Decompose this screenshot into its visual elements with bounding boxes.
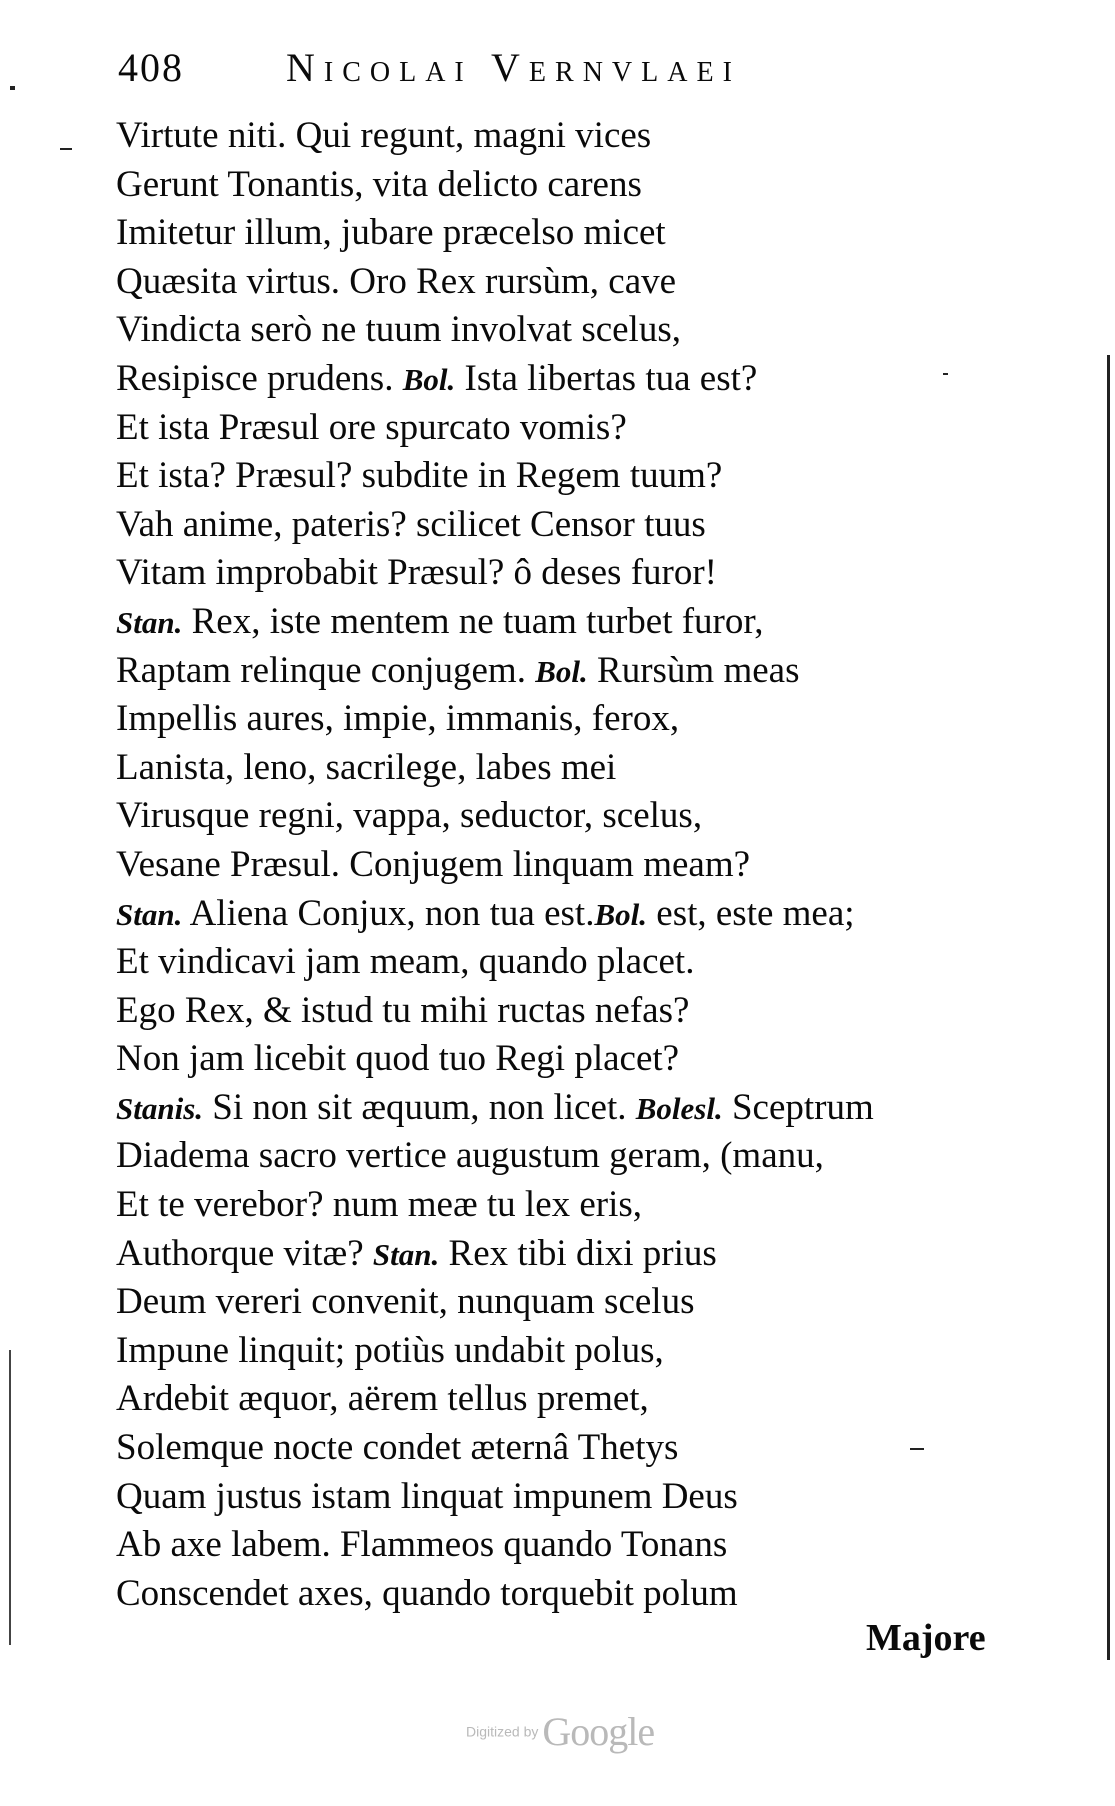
line-text: Ardebit æquor, aërem tellus premet, — [116, 1378, 649, 1420]
text-line — [116, 1473, 1036, 1522]
text-line — [116, 161, 1036, 210]
line-text: Rex, iste mentem ne tuam turbet furor, — [182, 600, 764, 642]
line-text: Rursùm meas — [587, 649, 800, 691]
line-text: Et ista? Præsul? subdite in Regem tuum? — [116, 455, 723, 497]
text-line — [116, 209, 1036, 258]
text-line — [116, 1181, 1036, 1230]
line-text: Virtute niti. Qui regunt, magni vices — [116, 115, 652, 156]
text-line — [116, 1132, 1036, 1181]
digitized-label: Digitized by — [466, 1723, 539, 1740]
catchword: Majore — [866, 1617, 986, 1659]
speaker-label: Stan. — [116, 604, 183, 640]
text-line — [116, 1035, 1036, 1084]
line-text: Aliena Conjux, non tua est. — [182, 892, 595, 934]
page-header — [118, 44, 898, 104]
line-text: Gerunt Tonantis, vita delicto carens — [116, 163, 642, 205]
line-text: Si non sit æquum, non licet. — [203, 1086, 636, 1128]
line-text: Vesane Præsul. Conjugem linquam meam? — [116, 843, 751, 885]
line-text: Rex tibi dixi prius — [439, 1232, 717, 1274]
text-line — [116, 938, 1036, 987]
line-text: Resipisce prudens. — [116, 357, 403, 399]
text-line — [116, 1424, 1036, 1473]
text-line — [116, 1230, 1036, 1279]
page-edge-right — [1107, 355, 1110, 1660]
line-text: Impune linquit; potiùs undabit polus, — [116, 1329, 664, 1371]
line-text: Conscendet axes, quando torquebit polum — [116, 1572, 738, 1614]
text-line — [116, 1278, 1036, 1327]
line-text: Diadema sacro vertice augustum geram, (manu, — [116, 1135, 824, 1177]
text-line — [116, 306, 1036, 355]
line-text: Et vindicavi jam meam, quando placet. — [116, 941, 695, 983]
line-text: Lanista, leno, sacrilege, labes mei — [116, 746, 617, 788]
line-text: Ab axe labem. Flammeos quando Tonans — [116, 1524, 728, 1566]
line-text: Non jam licebit quod tuo Regi placet? — [116, 1038, 680, 1080]
line-text: Ego Rex, & istud tu mihi ructas nefas? — [116, 989, 690, 1031]
line-text: Vah anime, pateris? scilicet Censor tuus — [116, 503, 706, 545]
text-line — [116, 1327, 1036, 1376]
text-line — [116, 112, 1036, 161]
google-brand: Google — [542, 1709, 655, 1754]
text-line — [116, 355, 1036, 404]
text-line — [116, 404, 1036, 453]
speaker-label: Bol. — [402, 361, 456, 397]
text-line — [116, 1570, 1036, 1619]
speaker-label: Bol. — [535, 653, 588, 689]
line-text: Imitetur illum, jubare præcelso micet — [116, 212, 666, 254]
line-text: Et te verebor? num meæ tu lex eris, — [116, 1184, 643, 1226]
text-line — [116, 598, 1036, 647]
text-line — [116, 1521, 1036, 1570]
line-text: Quam justus istam linquat impunem Deus — [116, 1475, 738, 1517]
speck — [943, 373, 948, 375]
line-text: Vindicta serò ne tuum involvat scelus, — [116, 309, 681, 351]
line-text: Virusque regni, vappa, seductor, scelus, — [116, 795, 703, 837]
speck — [10, 86, 15, 90]
line-text: Et ista Præsul ore spurcato vomis? — [116, 406, 627, 448]
speck — [60, 148, 72, 150]
line-text: Impellis aures, impie, immanis, ferox, — [116, 698, 680, 740]
line-text: Vitam improbabit Præsul? ô deses furor! — [116, 552, 717, 594]
line-text: Sceptrum — [722, 1086, 874, 1128]
line-text: Deum vereri convenit, nunquam scelus — [116, 1281, 695, 1323]
running-head: Nicolai Vernvlaei — [286, 45, 741, 90]
text-line — [116, 841, 1036, 890]
speaker-label: Stan. — [372, 1236, 440, 1272]
text-line — [116, 258, 1036, 307]
digitization-watermark — [466, 1708, 654, 1755]
text-line — [116, 987, 1036, 1036]
speaker-label: Stanis. — [116, 1090, 204, 1126]
page-edge-left — [9, 1350, 11, 1645]
line-text: Solemque nocte condet æternâ Thetys — [116, 1427, 679, 1469]
speaker-label: Stan. — [116, 896, 183, 932]
text-line — [116, 647, 1036, 696]
speaker-label: Bol. — [594, 896, 648, 932]
line-text: est, este mea; — [647, 892, 855, 934]
text-line — [116, 695, 1036, 744]
line-text: Ista libertas tua est? — [455, 357, 758, 399]
text-line — [116, 1375, 1036, 1424]
text-line — [116, 549, 1036, 598]
line-text: Authorque vitæ? — [116, 1232, 373, 1274]
text-line — [116, 890, 1036, 939]
speaker-label: Bolesl. — [635, 1090, 723, 1126]
text-line — [116, 792, 1036, 841]
text-line — [116, 1084, 1036, 1133]
text-line — [116, 452, 1036, 501]
verse-text — [116, 112, 1036, 1618]
line-text: Quæsita virtus. Oro Rex rursùm, cave — [116, 260, 677, 302]
text-line — [116, 744, 1036, 793]
line-text: Raptam relinque conjugem. — [116, 649, 536, 691]
speck — [910, 1448, 924, 1450]
page-number: 408 — [118, 45, 184, 90]
text-line — [116, 501, 1036, 550]
